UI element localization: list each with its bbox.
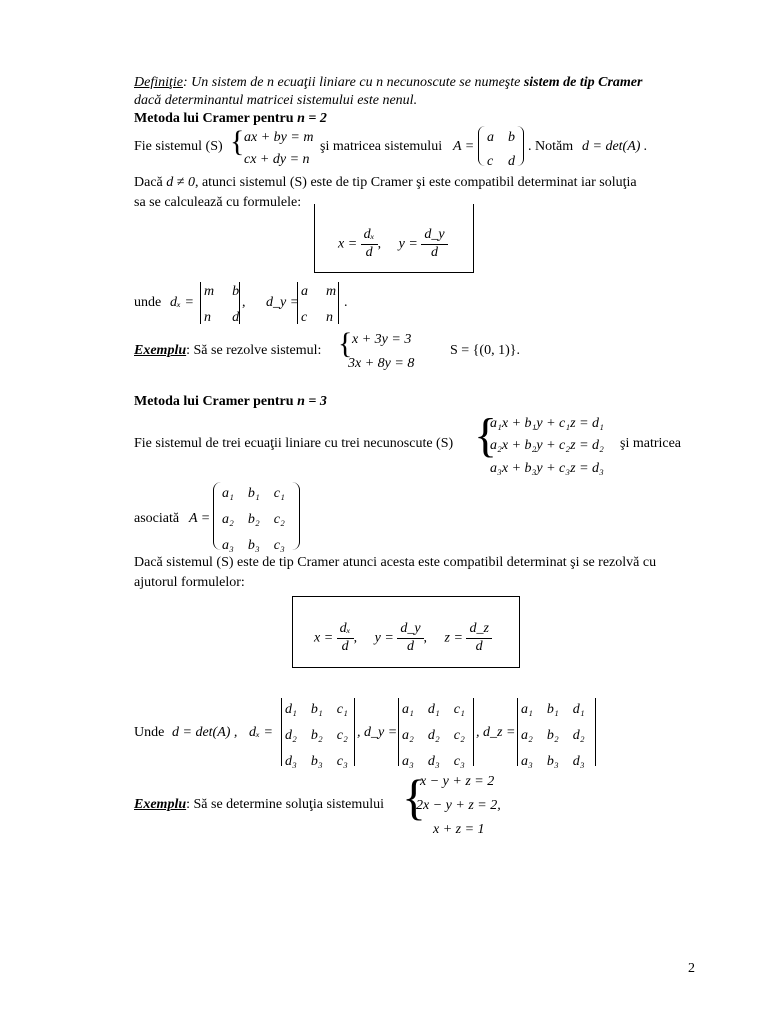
fie-sistemul-2: Fie sistemul (S) (134, 139, 223, 154)
cell: b₃ (546, 754, 559, 769)
dy2-bar-left (297, 282, 298, 324)
heading-n3-n: n = 3 (297, 394, 327, 409)
example-label: Exemplu (134, 343, 187, 358)
cell: a₃ (402, 754, 414, 769)
ex2-eq1: x + 3y = 3 (352, 332, 412, 347)
dx-eq-3: dₓ = (249, 725, 273, 740)
definition-text: : Un sistem de n ecuaţii liniare cu n necunoscute se numeşte (183, 75, 524, 90)
cell: d₂ (572, 728, 585, 743)
A2-left-paren (478, 126, 485, 166)
dz3-bar-left (517, 698, 518, 766)
cell: d₂ (427, 728, 440, 743)
cell: a₃ (521, 754, 533, 769)
z3-lhs: z = (444, 630, 463, 646)
cell: b (508, 130, 515, 145)
cell: a₁ (222, 486, 234, 501)
formula-2 (338, 228, 448, 260)
frac-z3 (466, 622, 491, 654)
cell: c₁ (273, 486, 285, 501)
dy3-bar-left (398, 698, 399, 766)
frac-x-num: dₓ (361, 228, 378, 245)
dx3-bar-left (281, 698, 282, 766)
A2-right-paren (517, 126, 524, 166)
brace-s2: { (230, 125, 245, 158)
cell: d₁ (285, 702, 297, 717)
heading-n2-text: Metoda lui Cramer pentru (134, 111, 298, 126)
cell: b₃ (310, 754, 323, 769)
matrix-text: şi matricea sistemului (320, 139, 443, 154)
definition-term: sistem de tip Cramer (523, 75, 643, 90)
s2-eq1: ax + by = m (244, 130, 314, 145)
det-dx-3 (285, 702, 348, 770)
frac-x (361, 228, 378, 260)
frac-y-num: d_y (421, 228, 447, 245)
ex3-eq3: x + z = 1 (433, 822, 485, 837)
ex2-eq2: 3x + 8y = 8 (348, 356, 415, 371)
example-3-text: : Să se determine soluţia sistemului (186, 797, 385, 812)
cell: c₁ (336, 702, 348, 717)
frac-x3-num: dₓ (337, 622, 354, 639)
cell: a₃ (222, 538, 234, 553)
dx-eq-2: dₓ = (170, 295, 194, 310)
frac-y3 (397, 622, 423, 654)
example-2 (134, 344, 321, 358)
frac-x3-den: d (341, 638, 349, 654)
cell: a (301, 284, 308, 299)
cell: d (232, 310, 240, 325)
s3-eq1: a₁x + b₁y + c₁z = d₁ (490, 416, 604, 431)
x3-lhs: x = (314, 630, 334, 646)
cell: b₂ (310, 728, 323, 743)
daca-cond: d ≠ 0 (166, 175, 195, 190)
cell: c₂ (336, 728, 348, 743)
example-3 (134, 798, 384, 812)
sep: , (423, 630, 428, 646)
dx2-bar-right (239, 282, 240, 324)
ex3-eq2: 2x − y + z = 2, (416, 798, 501, 813)
brace-s3: { (474, 409, 498, 462)
A3-right-paren (292, 482, 300, 550)
x-lhs: x = (338, 236, 358, 252)
cell: d₃ (427, 754, 440, 769)
det-dx-2 (204, 284, 239, 326)
period: . (344, 295, 348, 310)
frac-y3-num: d_y (397, 622, 423, 639)
unde-2: unde (134, 295, 162, 310)
daca-line-1 (134, 176, 637, 190)
cell: b₂ (546, 728, 559, 743)
dy-eq-2: d_y = (266, 295, 300, 310)
A3-left-paren (213, 482, 221, 550)
cell: d₁ (572, 702, 585, 717)
cell: b₂ (247, 512, 260, 527)
cell: a₁ (521, 702, 533, 717)
daca-3-line-2: ajutorul formulelor: (134, 575, 245, 590)
cell: m (204, 284, 215, 299)
y-lhs: y = (398, 236, 418, 252)
A-eq-2: A = (453, 139, 475, 154)
matrix-A3 (222, 486, 285, 554)
y3-lhs: y = (374, 630, 394, 646)
heading-n3 (134, 395, 327, 409)
cell: c (487, 154, 494, 169)
det-dy-3 (402, 702, 465, 770)
sep: , (353, 630, 358, 646)
fie-sistemul-3: Fie sistemul de trei ecuaţii liniare cu trei necunoscute (S) (134, 436, 454, 451)
dz-eq-3: , d_z = (476, 725, 516, 740)
brace-ex2: { (338, 327, 353, 360)
cell: b₁ (310, 702, 323, 717)
cell: m (326, 284, 337, 299)
cell: d₁ (427, 702, 440, 717)
dx2-bar-left (200, 282, 201, 324)
brace-ex3: { (402, 769, 426, 825)
frac-x3 (337, 622, 354, 654)
cell: a₂ (521, 728, 533, 743)
frac-z3-num: d_z (466, 622, 491, 639)
definition-label: Definiţie (134, 75, 183, 90)
frac-z3-den: d (475, 638, 483, 654)
heading-n3-text: Metoda lui Cramer pentru (134, 394, 298, 409)
cell: b₃ (247, 538, 260, 553)
daca-word: Dacă (134, 175, 163, 190)
cell: d₃ (285, 754, 297, 769)
daca-rest: , atunci sistemul (S) este de tip Cramer şi este compatibil determinat iar soluţia (194, 175, 637, 190)
d-def-3: d = det(A) , (172, 725, 238, 740)
ex3-eq1: x − y + z = 2 (420, 774, 495, 789)
cell: a₂ (402, 728, 414, 743)
s2-eq2: cx + dy = n (244, 152, 310, 167)
heading-n2 (134, 112, 327, 126)
cell: c₂ (273, 512, 285, 527)
definition-line-1 (134, 76, 642, 90)
example-3-label: Exemplu (134, 797, 187, 812)
dz3-bar-right (595, 698, 596, 766)
cell: c (301, 310, 308, 325)
frac-y3-den: d (406, 638, 414, 654)
d-def-2: d = det(A) . (582, 139, 648, 154)
A-eq-3: A = (189, 511, 211, 526)
cell: d₃ (572, 754, 585, 769)
cell: c₃ (453, 754, 465, 769)
cell: c₁ (453, 702, 465, 717)
det-dz-3 (521, 702, 585, 770)
s3-eq3: a₃x + b₃y + c₃z = d₃ (490, 461, 604, 476)
example-text: : Să se rezolve sistemul: (186, 343, 322, 358)
daca-3-line-1: Dacă sistemul (S) este de tip Cramer atunci acesta este compatibil determinat şi se rezolvă cu (134, 555, 657, 570)
det-dy-2 (301, 284, 336, 326)
notam: . Notăm (528, 139, 574, 154)
heading-n2-n: n = 2 (297, 111, 327, 126)
daca-line-2: sa se calculează cu formulele: (134, 195, 302, 210)
s3-eq2: a₂x + b₂y + c₂z = d₂ (490, 438, 604, 453)
example-solution: S = {(0, 1)}. (450, 343, 520, 358)
cell: c₃ (336, 754, 348, 769)
cell: c₃ (273, 538, 285, 553)
cell: b₁ (546, 702, 559, 717)
si-matricea: şi matricea (620, 436, 682, 451)
cell: a₁ (402, 702, 414, 717)
asociata: asociată (134, 511, 180, 526)
frac-y (421, 228, 447, 260)
unde-3: Unde (134, 725, 165, 740)
dy2-bar-right (338, 282, 339, 324)
comma: , (242, 295, 246, 310)
frac-x-den: d (365, 244, 373, 260)
cell: a₂ (222, 512, 234, 527)
dy3-bar-right (473, 698, 474, 766)
cell: c₂ (453, 728, 465, 743)
frac-y-den: d (430, 244, 438, 260)
dy-eq-3: , d_y = (357, 725, 398, 740)
cell: d₂ (285, 728, 297, 743)
cell: b (232, 284, 240, 299)
sep: , (377, 236, 382, 252)
definition-line-2: dacă determinantul matricei sistemului este nenul. (134, 93, 418, 108)
page-number: 2 (688, 961, 695, 976)
dx3-bar-right (354, 698, 355, 766)
cell: n (326, 310, 333, 325)
matrix-A2 (487, 130, 515, 170)
cell: b₁ (247, 486, 260, 501)
cell: d (508, 154, 515, 169)
cell: n (204, 310, 211, 325)
cell: a (487, 130, 494, 145)
formula-3 (314, 622, 492, 654)
